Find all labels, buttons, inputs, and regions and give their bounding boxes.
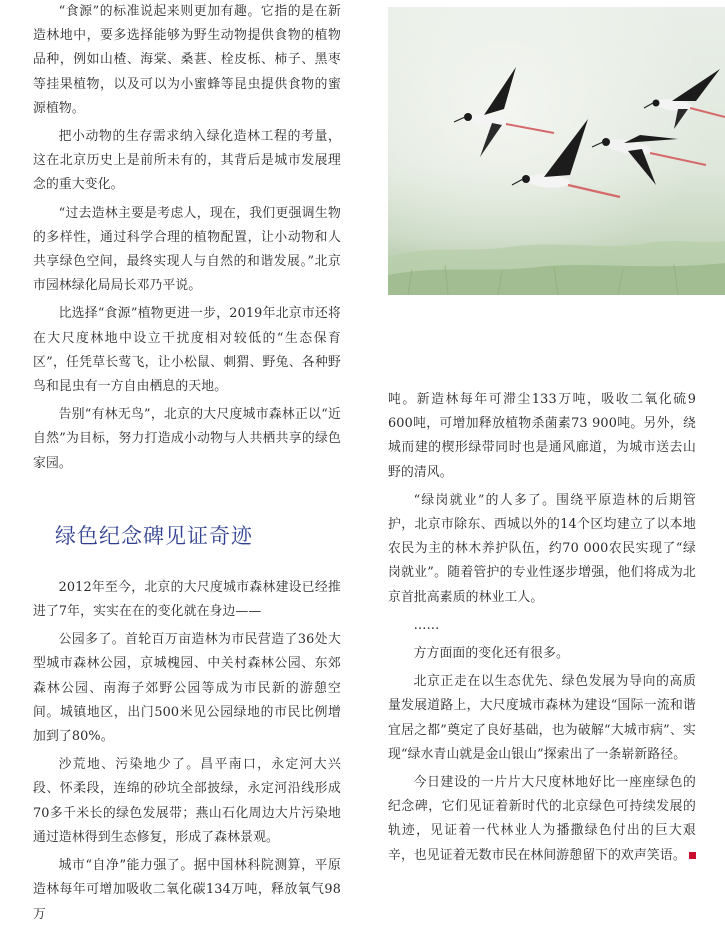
paragraph: 方方面面的变化还有很多。: [413, 646, 569, 662]
paragraph: 沙荒地、污染地少了。昌平南口，永定河大兴段、怀柔段，连绵的砂坑全部披绿，永定河沿线形成70多千米长的绿色发展带；燕山石化周边大片污染地通过造林得到生态修复，形成了森林景观。: [33, 757, 341, 845]
paragraph: “过去造林主要是考虑人，现在，我们更强调生物的多样性，通过科学合理的植物配置，让小动物和人共享绿色空间，最终实现人与自然的和谐发展。”北京市园林绿化局局长邓乃平说。: [33, 205, 341, 294]
paragraph: 把小动物的生存需求纳入绿化造林工程的考量，这在北京历史上是前所未有的，其背后是城市发展理念的重大变化。: [33, 129, 341, 193]
end-mark-icon: [689, 852, 696, 859]
paragraph: 公园多了。首轮百万亩造林为市民营造了36处大型城市森林公园，京城槐园、中关村森林公园、东郊森林公园、南海子郊野公园等成为市民新的游憩空间。城镇地区，出门500米见公园绿地的市民比例增加到了80%。: [33, 632, 341, 745]
photo-stilts-in-flight: [388, 7, 725, 295]
left-column: [33, 0, 341, 927]
paragraph-final: [388, 771, 696, 868]
paragraph: 比选择“食源”植物更进一步，2019年北京市还将在大尺度林地中设立干扰度相对较低的“生态保育区”，任凭草长莺飞，让小松鼠、刺猬、野兔、各种野鸟和昆虫有一方自由栖息的天地。: [33, 306, 341, 395]
section-heading: 绿色纪念碑见证奇迹: [55, 523, 253, 548]
paragraph: 2012年至今，北京的大尺度城市森林建设已经推进了7年，实实在在的变化就在身边——: [33, 579, 341, 620]
paragraph-final-text: 今日建设的一片片大尺度林地好比一座座绿色的纪念碑，它们见证着新时代的北京绿色可持续发展的轨迹，见证着一代林业人为播撒绿色付出的巨大艰辛，也见证着无数市民在林间游憩留下的欢声笑语。: [388, 775, 696, 863]
paragraph: 城市“自净”能力强了。据中国林科院测算，平原造林每年可增加吸收二氧化碳134万吨，释放氧气98万: [33, 858, 341, 922]
ellipsis-line: ……: [413, 617, 440, 633]
paragraph: 吨。新造林每年可滞尘133万吨，吸收二氧化硫9 600吨，可增加释放植物杀菌素73 900吨。另外，绕城而建的楔形绿带同时也是通风廊道，为城市送去山野的清风。: [388, 392, 696, 480]
paragraph: 告别“有林无鸟”，北京的大尺度城市森林正以“近自然”为目标，努力打造成小动物与人共栖共享的绿色家园。: [33, 407, 341, 471]
right-column: [388, 388, 696, 868]
paragraph: “食源”的标准说起来则更加有趣。它指的是在新造林地中，要多选择能够为野生动物提供食物的植物品种，例如山楂、海棠、桑葚、栓皮栎、柿子、黑枣等挂果植物，以及可以为小蜜蜂等昆虫提供食物的蜜源植物。: [33, 4, 341, 116]
paragraph: “绿岗就业”的人多了。围绕平原造林的后期管护，北京市除东、西城以外的14个区均建立了以本地农民为主的林木养护队伍，约70 000农民实现了“绿岗就业”。随着管护的专业性逐步增强，他们将成为北京首批高素质的林业工人。: [388, 492, 696, 605]
paragraph: 北京正走在以生态优先、绿色发展为导向的高质量发展道路上，大尺度城市森林为建设“国际一流和谐宜居之都”奠定了良好基础，也为破解“大城市病”、实现“绿水青山就是金山银山”探索出了一条崭新路径。: [388, 674, 696, 762]
